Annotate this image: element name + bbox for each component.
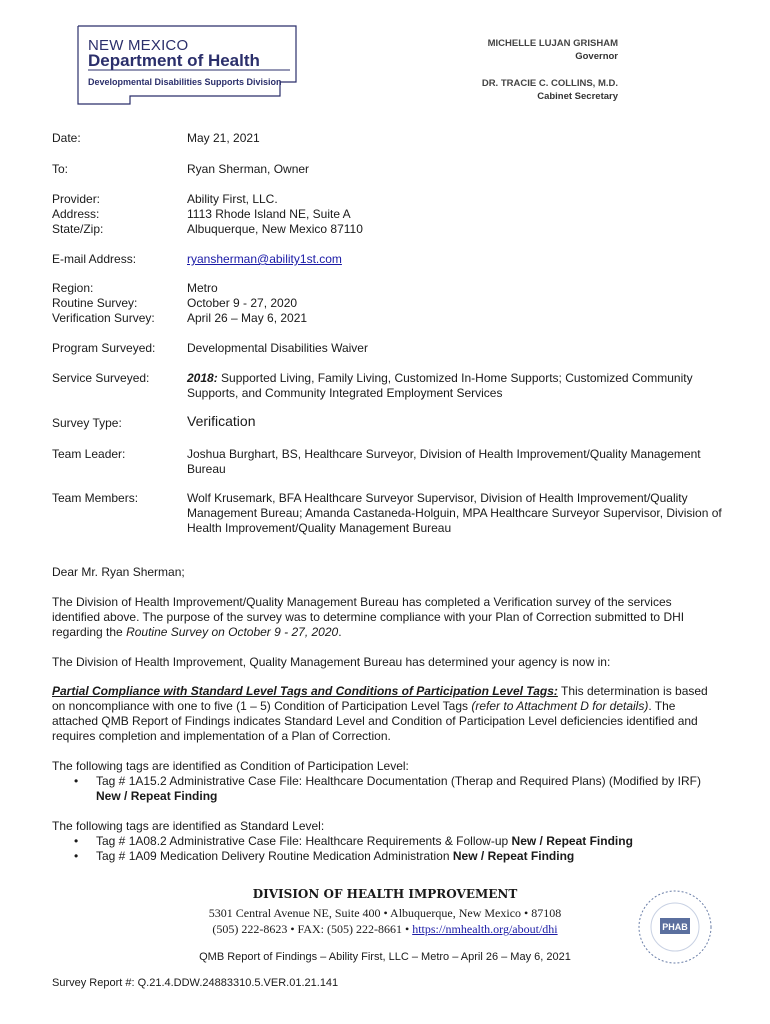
verification-survey-label: Verification Survey: <box>52 311 155 325</box>
paragraph-intro: The Division of Health Improvement/Quality Management Bureau has completed a Verification survey of the services identified above. The purpose of the survey was to determine compliance with your Plan of Correction submitted to DHI regarding the Routine Survey on October 9 - 27, 2020. <box>52 595 685 639</box>
list-item: • Tag # 1A15.2 Administrative Case File: Healthcare Documentation (Therap and Required Plans) (Modified by IRF) New / Repeat Finding <box>74 774 701 803</box>
service-year: 2018: <box>187 371 218 385</box>
email-link[interactable]: ryansherman@ability1st.com <box>187 252 342 266</box>
provider-value: Ability First, LLC. <box>187 192 278 206</box>
salutation: Dear Mr. Ryan Sherman; <box>52 565 185 579</box>
footer-url-link[interactable]: https://nmhealth.org/about/dhi <box>412 922 558 936</box>
service-value <box>187 371 727 401</box>
address-label: Address: <box>52 207 100 221</box>
list-item: • Tag # 1A08.2 Administrative Case File: Healthcare Requirements & Follow-up New / Repeat Finding <box>74 834 633 848</box>
footer-phone: (505) 222-8623 • FAX: (505) 222-8661 • <box>212 922 413 936</box>
footer-division-name: DIVISION OF HEALTH IMPROVEMENT <box>252 887 518 901</box>
date-value: May 21, 2021 <box>187 131 260 145</box>
program-label: Program Surveyed: <box>52 341 156 355</box>
address-value: 1113 Rhode Island NE, Suite A <box>187 207 351 221</box>
officials-block <box>482 37 618 103</box>
footer-report-line: QMB Report of Findings – Ability First, LLC – Metro – April 26 – May 6, 2021 <box>199 951 571 963</box>
verification-survey-value: April 26 – May 6, 2021 <box>187 311 308 325</box>
survey-type-label: Survey Type: <box>52 416 122 430</box>
region-value: Metro <box>187 281 218 295</box>
service-text: Supported Living, Family Living, Customized In-Home Supports; Customized Community Supports, and Community Integrated Employment Services <box>187 371 693 400</box>
to-value: Ryan Sherman, Owner <box>187 162 310 176</box>
cop-intro: The following tags are identified as Condition of Participation Level: <box>52 759 409 773</box>
secretary-name: DR. TRACIE C. COLLINS, M.D. <box>481 78 618 89</box>
footer-survey-number: Survey Report #: Q.21.4.DDW.24883310.5.VER.01.21.141 <box>52 977 339 989</box>
seal-label: PHAB <box>662 922 688 932</box>
survey-type-value: Verification <box>187 413 256 429</box>
team-members-value: Wolf Krusemark, BFA Healthcare Surveyor Supervisor, Division of Health Improvement/Quality Management Bureau; Amanda Castaneda-Holguin, MPA Healthcare Surveyor Supervisor, Division of Health Improvement/Quality Management Bureau <box>187 491 722 535</box>
region-label: Region: <box>52 281 94 295</box>
footer-address: 5301 Central Avenue NE, Suite 400 • Albuquerque, New Mexico • 87108 <box>208 906 562 920</box>
paragraph-compliance: Partial Compliance with Standard Level Tags and Conditions of Participation Level Tags: This determination is based on noncompliance with one to five (1 – 5) Condition of Participation Level Tags (refer to Attachment D for details). The attached QMB Report of Findings indicates Standard Level and Condition of Participation Level deficiencies identified and requires completion and implementation of a Plan of Correction. <box>52 684 708 743</box>
org-name-line1: NEW MEXICO <box>88 37 189 54</box>
to-label: To: <box>52 162 69 176</box>
secretary-title: Cabinet Secretary <box>537 91 618 102</box>
governor-name: MICHELLE LUJAN GRISHAM <box>487 38 618 49</box>
service-label: Service Surveyed: <box>52 371 150 385</box>
date-label: Date: <box>52 131 81 145</box>
provider-label: Provider: <box>52 192 101 206</box>
team-leader-label: Team Leader: <box>52 447 126 461</box>
org-division-name: Developmental Disabilities Supports Division <box>88 77 282 87</box>
routine-survey-label: Routine Survey: <box>52 296 138 310</box>
routine-survey-value: October 9 - 27, 2020 <box>187 296 298 310</box>
statezip-label: State/Zip: <box>52 222 104 236</box>
email-label: E-mail Address: <box>52 252 137 266</box>
paragraph-determination: The Division of Health Improvement, Quality Management Bureau has determined your agency is now in: <box>52 655 611 669</box>
program-value: Developmental Disabilities Waiver <box>187 341 368 355</box>
compliance-heading: Partial Compliance with Standard Level Tags and Conditions of Participation Level Tags: <box>52 684 558 698</box>
org-name-line2: Department of Health <box>88 51 260 70</box>
list-item: • Tag # 1A09 Medication Delivery Routine Medication Administration New / Repeat Finding <box>74 849 575 863</box>
std-intro: The following tags are identified as Standard Level: <box>52 819 325 833</box>
team-leader-value: Joshua Burghart, BS, Healthcare Surveyor, Division of Health Improvement/Quality Management Bureau <box>187 447 701 476</box>
team-members-label: Team Members: <box>52 491 139 505</box>
governor-title: Governor <box>575 51 618 62</box>
statezip-value: Albuquerque, New Mexico 87110 <box>187 222 363 236</box>
